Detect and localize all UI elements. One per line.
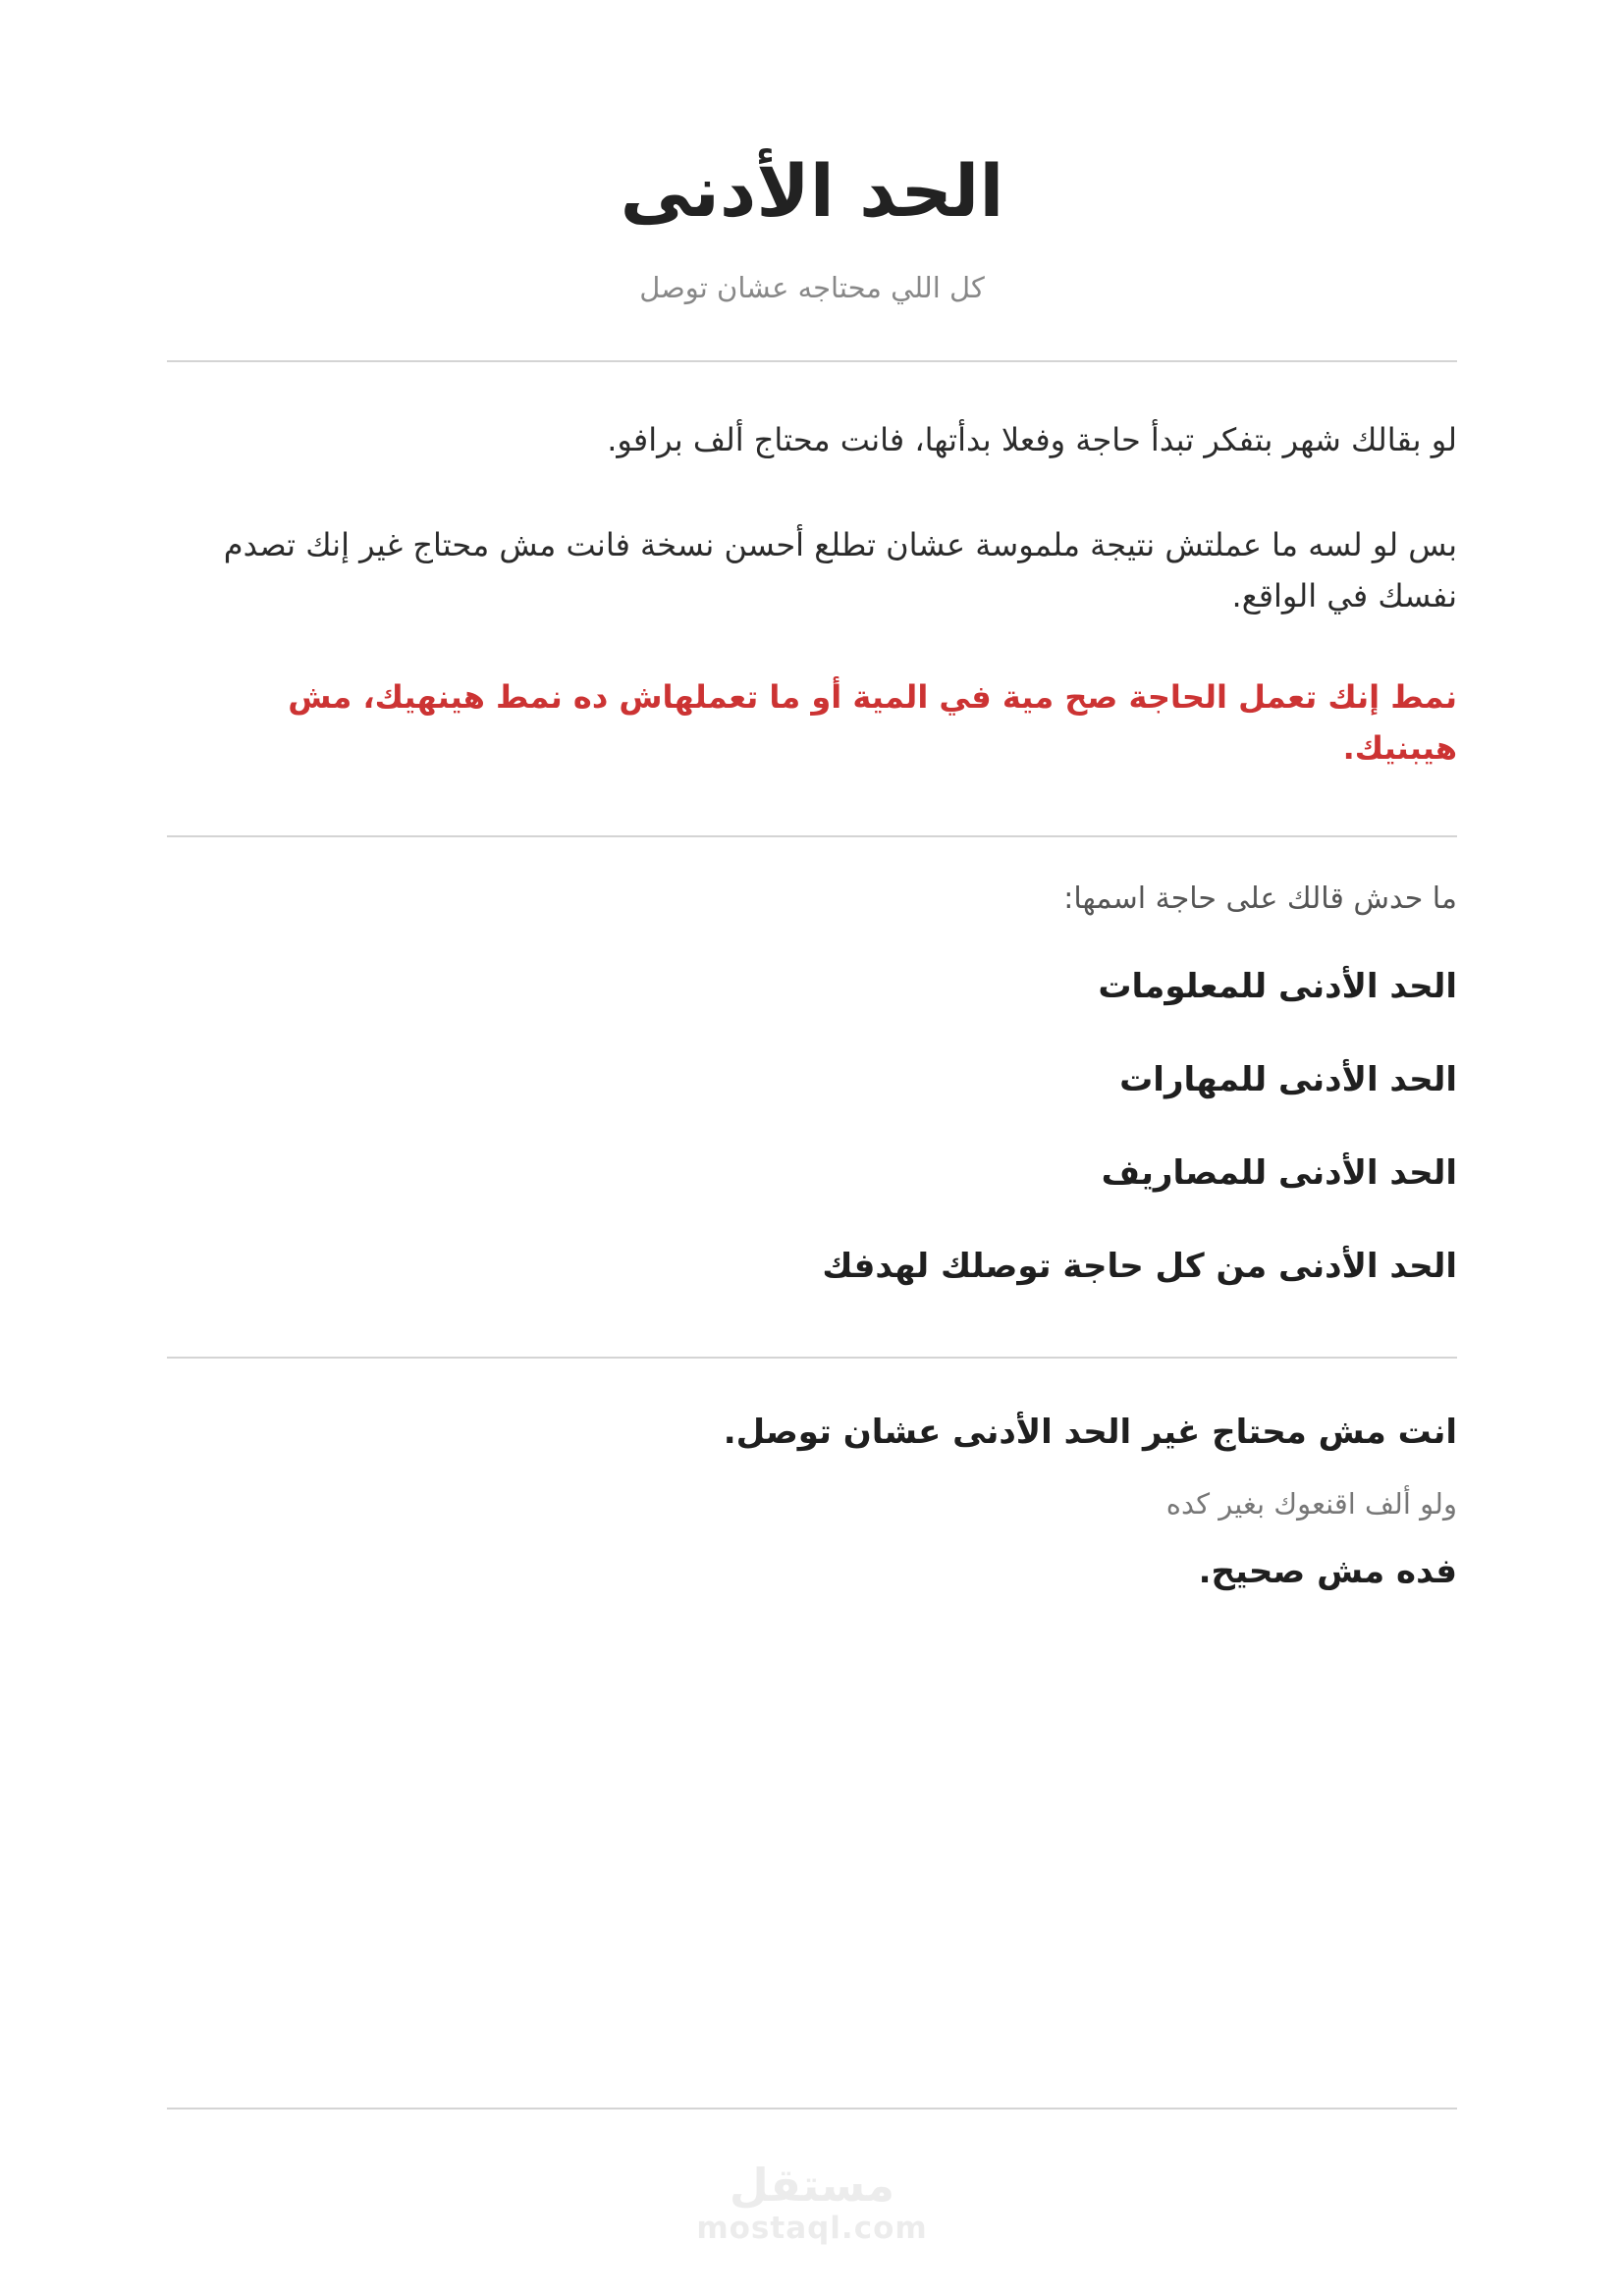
document-footer [167, 2109, 1457, 2296]
list-section [167, 837, 1457, 1292]
document-header [167, 0, 1457, 308]
intro-paragraph-2: بس لو لسه ما عملتش نتيجة ملموسة عشان تطلع أحسن نسخة فانت مش محتاج غير إنك تصدم نفسك في الواقع. [223, 525, 1457, 614]
page-subtitle: كل اللي محتاجه عشان توصل [639, 271, 985, 305]
list-item: الحد الأدنى للمهارات [1119, 1059, 1457, 1099]
intro-section [167, 362, 1457, 774]
list-item: الحد الأدنى للمصاريف [1101, 1152, 1457, 1193]
content-spacer [167, 1597, 1457, 2108]
list-lead-in: ما حدش قالك على حاجة اسمها: [1063, 881, 1457, 916]
list-item: الحد الأدنى من كل حاجة توصلك لهدفك [822, 1246, 1457, 1286]
list-item: الحد الأدنى للمعلومات [1098, 966, 1457, 1006]
intro-paragraph-1: لو بقالك شهر بتفكر تبدأ حاجة وفعلا بدأتها، فانت محتاج ألف برافو. [607, 420, 1457, 458]
closing-section [167, 1359, 1457, 1598]
closing-qualifier: ولو ألف اقنعوك بغير كده [1165, 1486, 1457, 1521]
closing-statement: انت مش محتاج غير الحد الأدنى عشان توصل. [723, 1412, 1457, 1452]
mostaql-logo-icon: مستقل [729, 2158, 895, 2212]
highlight-statement: نمط إنك تعمل الحاجة صح مية في المية أو ما تعملهاش ده نمط هينهيك، مش هيبنيك. [288, 678, 1457, 768]
page-title: الحد الأدنى [620, 150, 1004, 234]
brand-url-label: mostaql.com [696, 2210, 928, 2246]
closing-verdict: فده مش صحيح. [1198, 1552, 1457, 1592]
minimum-items-list [167, 962, 1457, 1292]
